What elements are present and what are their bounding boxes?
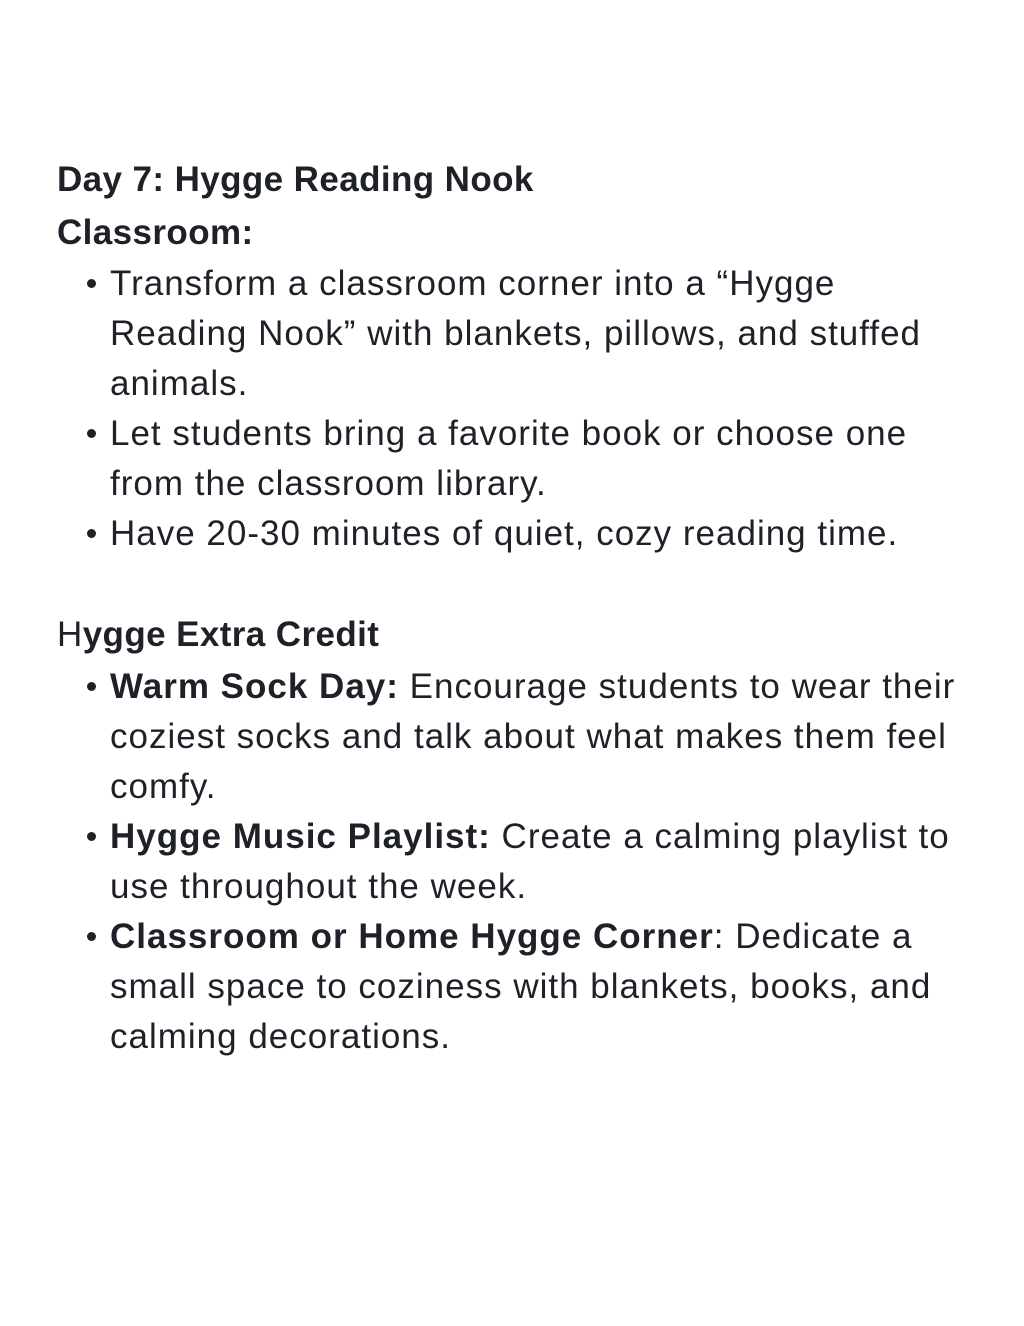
list-item-line xyxy=(110,662,984,712)
list-item-line xyxy=(110,912,984,962)
list-item xyxy=(57,409,984,509)
list-item-line: small space to coziness with blankets, books, and xyxy=(110,967,932,1006)
extra-credit-list xyxy=(57,662,984,1062)
list-item-text: Encourage students to wear their xyxy=(398,667,956,706)
list-item xyxy=(57,509,984,559)
extra-credit-heading xyxy=(57,610,984,660)
list-item-text: Create a calming playlist to xyxy=(490,817,950,856)
list-item-line: from the classroom library. xyxy=(110,464,547,503)
list-item xyxy=(57,259,984,409)
list-item-line: calming decorations. xyxy=(110,1017,451,1056)
list-item-line: Transform a classroom corner into a “Hygge xyxy=(110,264,836,303)
classroom-activity-list xyxy=(57,259,984,559)
list-item-lead: Classroom or Home Hygge Corner xyxy=(110,917,714,956)
day-section-heading xyxy=(57,153,984,259)
list-item-line: use throughout the week. xyxy=(110,867,528,906)
list-item-line xyxy=(110,812,984,862)
list-item-line: Let students bring a favorite book or choose one xyxy=(110,414,908,453)
list-item-lead: Warm Sock Day: xyxy=(110,667,399,706)
list-item xyxy=(57,912,984,1062)
extra-credit-heading-prefix: H xyxy=(57,615,83,654)
list-item-lead: Hygge Music Playlist: xyxy=(110,817,491,856)
day-title: Day 7: Hygge Reading Nook xyxy=(57,160,534,199)
list-item xyxy=(57,662,984,812)
list-item-text: : Dedicate a xyxy=(713,917,913,956)
list-item xyxy=(57,812,984,912)
list-item-line: comfy. xyxy=(110,767,217,806)
classroom-subtitle: Classroom: xyxy=(57,213,254,252)
list-item-line: animals. xyxy=(110,364,249,403)
list-item-line: coziest socks and talk about what makes them feel xyxy=(110,717,947,756)
list-item-line: Have 20-30 minutes of quiet, cozy reading time. xyxy=(110,514,899,553)
list-item-line: Reading Nook” with blankets, pillows, and stuffed xyxy=(110,314,922,353)
extra-credit-heading-bold: ygge Extra Credit xyxy=(82,615,380,654)
